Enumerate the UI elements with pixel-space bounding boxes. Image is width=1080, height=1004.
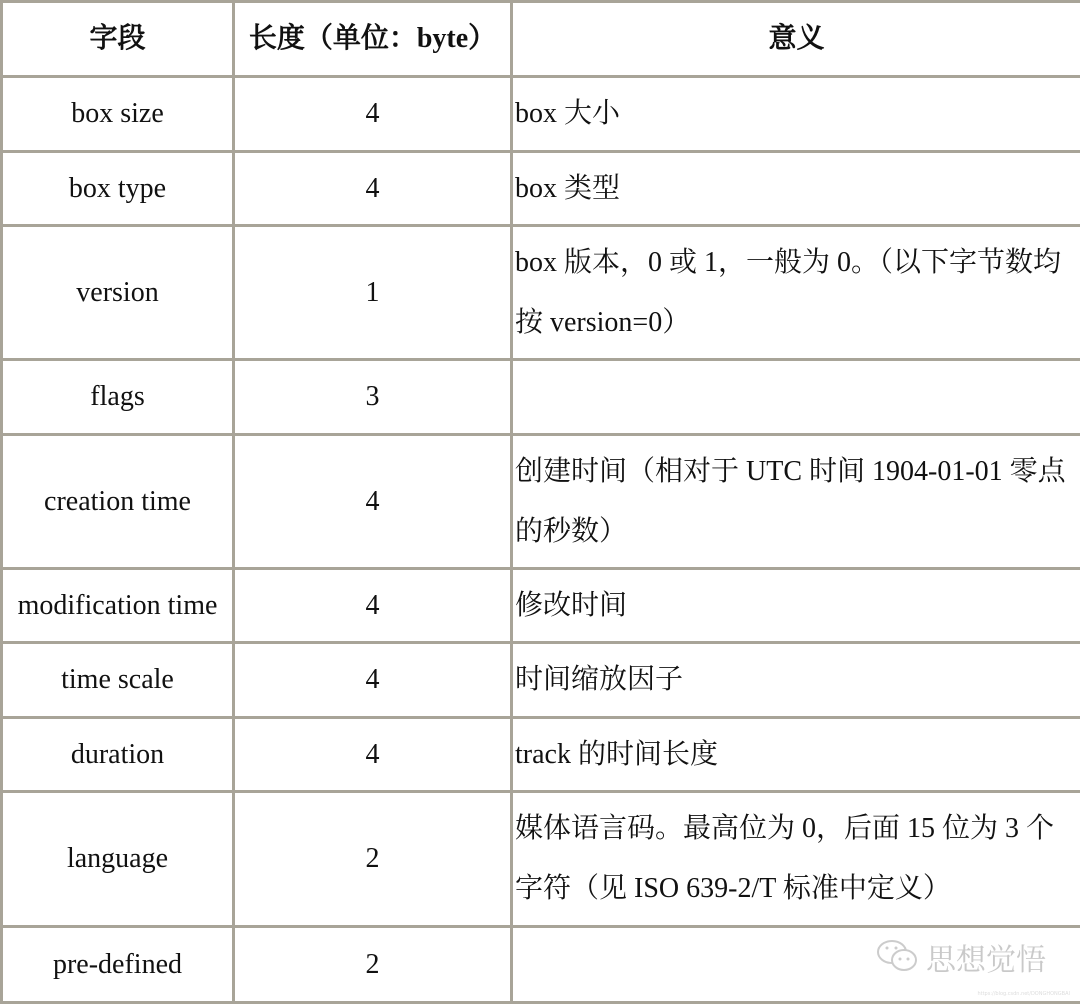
field-cell: modification time [2,569,234,643]
watermark [876,935,1046,979]
meaning-cell: box 类型 [512,152,1080,226]
wechat-icon [876,938,920,976]
length-cell: 4 [234,569,512,643]
table-row [2,77,1080,152]
length-cell: 4 [234,718,512,792]
length-cell: 3 [234,360,512,435]
header-field: 字段 [2,2,234,77]
header-length: 长度（单位：byte） [234,2,512,77]
field-cell: box type [2,152,234,226]
meaning-cell: 修改时间 [512,569,1080,643]
field-cell: version [2,226,234,360]
table-row [2,226,1080,360]
field-cell: language [2,792,234,927]
meaning-cell: box 大小 [512,77,1080,152]
meaning-cell: box 版本，0 或 1，一般为 0。（以下字节数均按 version=0） [512,226,1080,360]
table-row [2,792,1080,927]
watermark-url: https://blog.csdn.net/DONGHONGBAI [977,991,1070,997]
meaning-cell: 创建时间（相对于 UTC 时间 1904-01-01 零点的秒数） [512,435,1080,569]
length-cell: 1 [234,226,512,360]
meaning-cell [512,360,1080,435]
table-row [2,718,1080,792]
field-cell: box size [2,77,234,152]
table-row [2,569,1080,643]
header-row [2,2,1080,77]
field-cell: creation time [2,435,234,569]
table-row [2,435,1080,569]
table-row [2,360,1080,435]
watermark-text: 思想觉悟 [926,935,1046,979]
header-meaning: 意义 [512,2,1080,77]
meaning-cell: track 的时间长度 [512,718,1080,792]
meaning-cell: 媒体语言码。最高位为 0，后面 15 位为 3 个字符（见 ISO 639-2/T 标准中定义） [512,792,1080,927]
field-cell: time scale [2,643,234,718]
table-row [2,152,1080,226]
field-cell: pre-defined [2,927,234,1003]
length-cell: 4 [234,643,512,718]
field-cell: flags [2,360,234,435]
table-row [2,643,1080,718]
length-cell: 2 [234,927,512,1003]
length-cell: 4 [234,435,512,569]
length-cell: 2 [234,792,512,927]
field-cell: duration [2,718,234,792]
length-cell: 4 [234,152,512,226]
meaning-cell: 时间缩放因子 [512,643,1080,718]
length-cell: 4 [234,77,512,152]
